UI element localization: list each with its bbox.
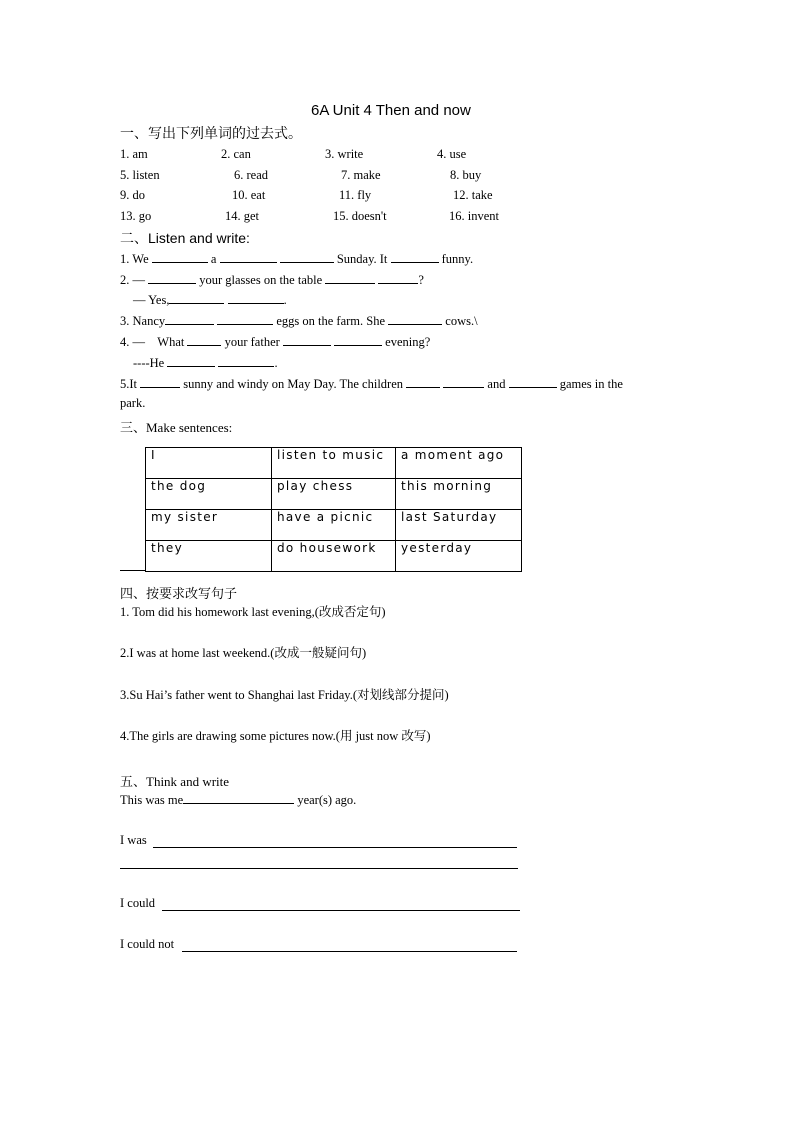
answer-blank[interactable] [509, 376, 557, 388]
section5-heading: 五、Think and write [120, 774, 230, 789]
answer-blank[interactable] [406, 376, 440, 388]
table-cell: a moment ago [396, 448, 522, 479]
table-cell: play chess [272, 479, 396, 510]
rewrite-item-1: 1. Tom did his homework last evening,(改成否定句) [120, 605, 386, 619]
listen-q1: 1. We a Sunday. It funny. [120, 252, 474, 266]
table-cell: last Saturday [396, 510, 522, 541]
listen-q4-answer: ----He . [133, 356, 278, 370]
answer-blank[interactable] [183, 792, 294, 804]
i-could-not-label: I could not [120, 937, 175, 951]
word-2: 2. can [221, 147, 251, 161]
answer-blank[interactable] [391, 251, 439, 263]
word-8: 8. buy [450, 168, 482, 182]
word-4: 4. use [437, 147, 467, 161]
think-line-1: This was me year(s) ago. [120, 793, 357, 807]
answer-blank[interactable] [148, 272, 196, 284]
word-11: 11. fly [339, 188, 372, 202]
table-cell: I [146, 448, 272, 479]
i-could-label: I could [120, 896, 156, 910]
answer-blank[interactable] [140, 376, 180, 388]
listen-q4: 4. — What your father evening? [120, 335, 431, 349]
answer-blank[interactable] [167, 355, 215, 367]
rewrite-item-4: 4.The girls are drawing some pictures now.(用 just now 改写) [120, 729, 431, 743]
answer-blank[interactable] [283, 334, 331, 346]
page-title: 6A Unit 4 Then and now [311, 102, 471, 119]
rewrite-item-3: 3.Su Hai’s father went to Shanghai last Friday.(对划线部分提问) [120, 688, 449, 702]
word-13: 13. go [120, 209, 152, 223]
writing-line[interactable] [153, 847, 517, 848]
answer-blank[interactable] [152, 251, 208, 263]
table-cell: they [146, 541, 272, 572]
word-15: 15. doesn't [333, 209, 387, 223]
word-6: 6. read [234, 168, 269, 182]
i-was-label: I was [120, 833, 147, 847]
writing-line[interactable] [162, 910, 520, 911]
table-row [146, 479, 522, 510]
word-1: 1. am [120, 147, 148, 161]
table-rule [120, 570, 146, 571]
answer-blank[interactable] [388, 313, 442, 325]
section3-heading: 三、Make sentences: [120, 420, 233, 435]
section2-heading: 二、Listen and write: [120, 230, 250, 246]
answer-blank[interactable] [218, 355, 274, 367]
listen-q2-answer: — Yes, . [133, 293, 287, 307]
section4-heading: 四、按要求改写句子 [120, 586, 238, 601]
table-row [146, 541, 522, 572]
answer-blank[interactable] [443, 376, 484, 388]
table-row [146, 448, 522, 479]
word-7: 7. make [341, 168, 381, 182]
table-cell: listen to music [272, 448, 396, 479]
section1-heading: 一、写出下列单词的过去式。 [120, 125, 302, 141]
table-cell: have a picnic [272, 510, 396, 541]
table-row [146, 510, 522, 541]
writing-line[interactable] [182, 951, 517, 952]
table-cell: yesterday [396, 541, 522, 572]
word-9: 9. do [120, 188, 145, 202]
answer-blank[interactable] [280, 251, 334, 263]
listen-q3: 3. Nancy eggs on the farm. She cows.\ [120, 314, 478, 328]
answer-blank[interactable] [378, 272, 418, 284]
rewrite-item-2: 2.I was at home last weekend.(改成一般疑问句) [120, 646, 367, 660]
answer-blank[interactable] [220, 251, 277, 263]
table-cell: this morning [396, 479, 522, 510]
table-cell: my sister [146, 510, 272, 541]
answer-blank[interactable] [334, 334, 382, 346]
listen-q5: 5.It sunny and windy on May Day. The children and games in the [120, 377, 623, 391]
answer-blank[interactable] [228, 292, 284, 304]
word-16: 16. invent [449, 209, 499, 223]
answer-blank[interactable] [325, 272, 375, 284]
word-5: 5. listen [120, 168, 160, 182]
answer-blank[interactable] [217, 313, 273, 325]
word-10: 10. eat [232, 188, 266, 202]
listen-q5-cont: park. [120, 396, 146, 410]
word-12: 12. take [453, 188, 493, 202]
table-cell: do housework [272, 541, 396, 572]
answer-blank[interactable] [169, 292, 224, 304]
writing-line[interactable] [120, 868, 518, 869]
word-3: 3. write [325, 147, 364, 161]
answer-blank[interactable] [187, 334, 221, 346]
answer-blank[interactable] [165, 313, 214, 325]
word-14: 14. get [225, 209, 260, 223]
make-sentences-table [145, 447, 522, 572]
listen-q2: 2. — your glasses on the table ? [120, 273, 424, 287]
table-cell: the dog [146, 479, 272, 510]
